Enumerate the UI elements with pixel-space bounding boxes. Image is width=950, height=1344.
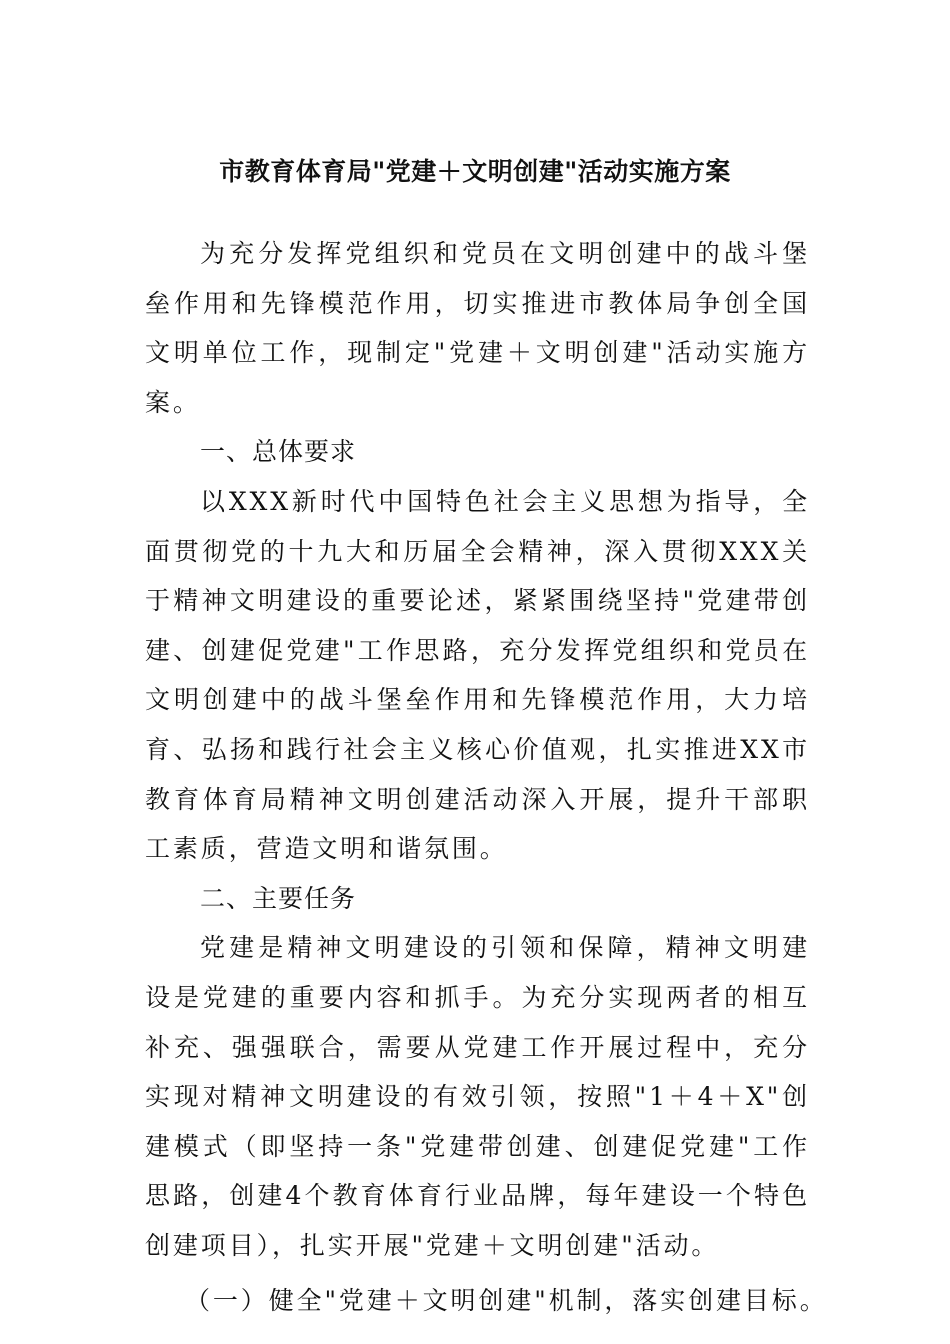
section-1-heading: 一、总体要求 <box>200 437 357 467</box>
section-2-paragraph: 党建是精神文明建设的引领和保障，精神文明建设是党建的重要内容和抓手。为充分实现两者的相互补充、强强联合，需要从党建工作开展过程中，充分实现对精神文明建设的有效引领，按照"1＋4＋X"创建模式（即坚持一条"党建带创建、创建促党建"工作思路，创建4个教育体育行业品牌，每年建设一个特色创建项目），扎实开展"党建＋文明创建"活动。 <box>145 933 810 1260</box>
intro-paragraph: 为充分发挥党组织和党员在文明创建中的战斗堡垒作用和先锋模范作用，切实推进市教体局争创全国文明单位工作，现制定"党建＋文明创建"活动实施方案。 <box>145 239 810 417</box>
document-title: 市教育体育局"党建＋文明创建"活动实施方案 <box>219 157 731 186</box>
document-body <box>145 229 828 1326</box>
section-2-subheading-1: （一）健全"党建＋文明创建"机制，落实创建目标。 <box>185 1286 828 1316</box>
section-2-heading: 二、主要任务 <box>200 883 357 913</box>
section-1-paragraph: 以XXX新时代中国特色社会主义思想为指导，全面贯彻党的十九大和历届全会精神，深入贯彻XXX关于精神文明建设的重要论述，紧紧围绕坚持"党建带创建、创建促党建"工作思路，充分发挥党组织和党员在文明创建中的战斗堡垒作用和先锋模范作用，大力培育、弘扬和践行社会主义核心价值观，扎实推进XX市教育体育局精神文明创建活动深入开展，提升干部职工素质，营造文明和谐氛围。 <box>145 486 810 864</box>
